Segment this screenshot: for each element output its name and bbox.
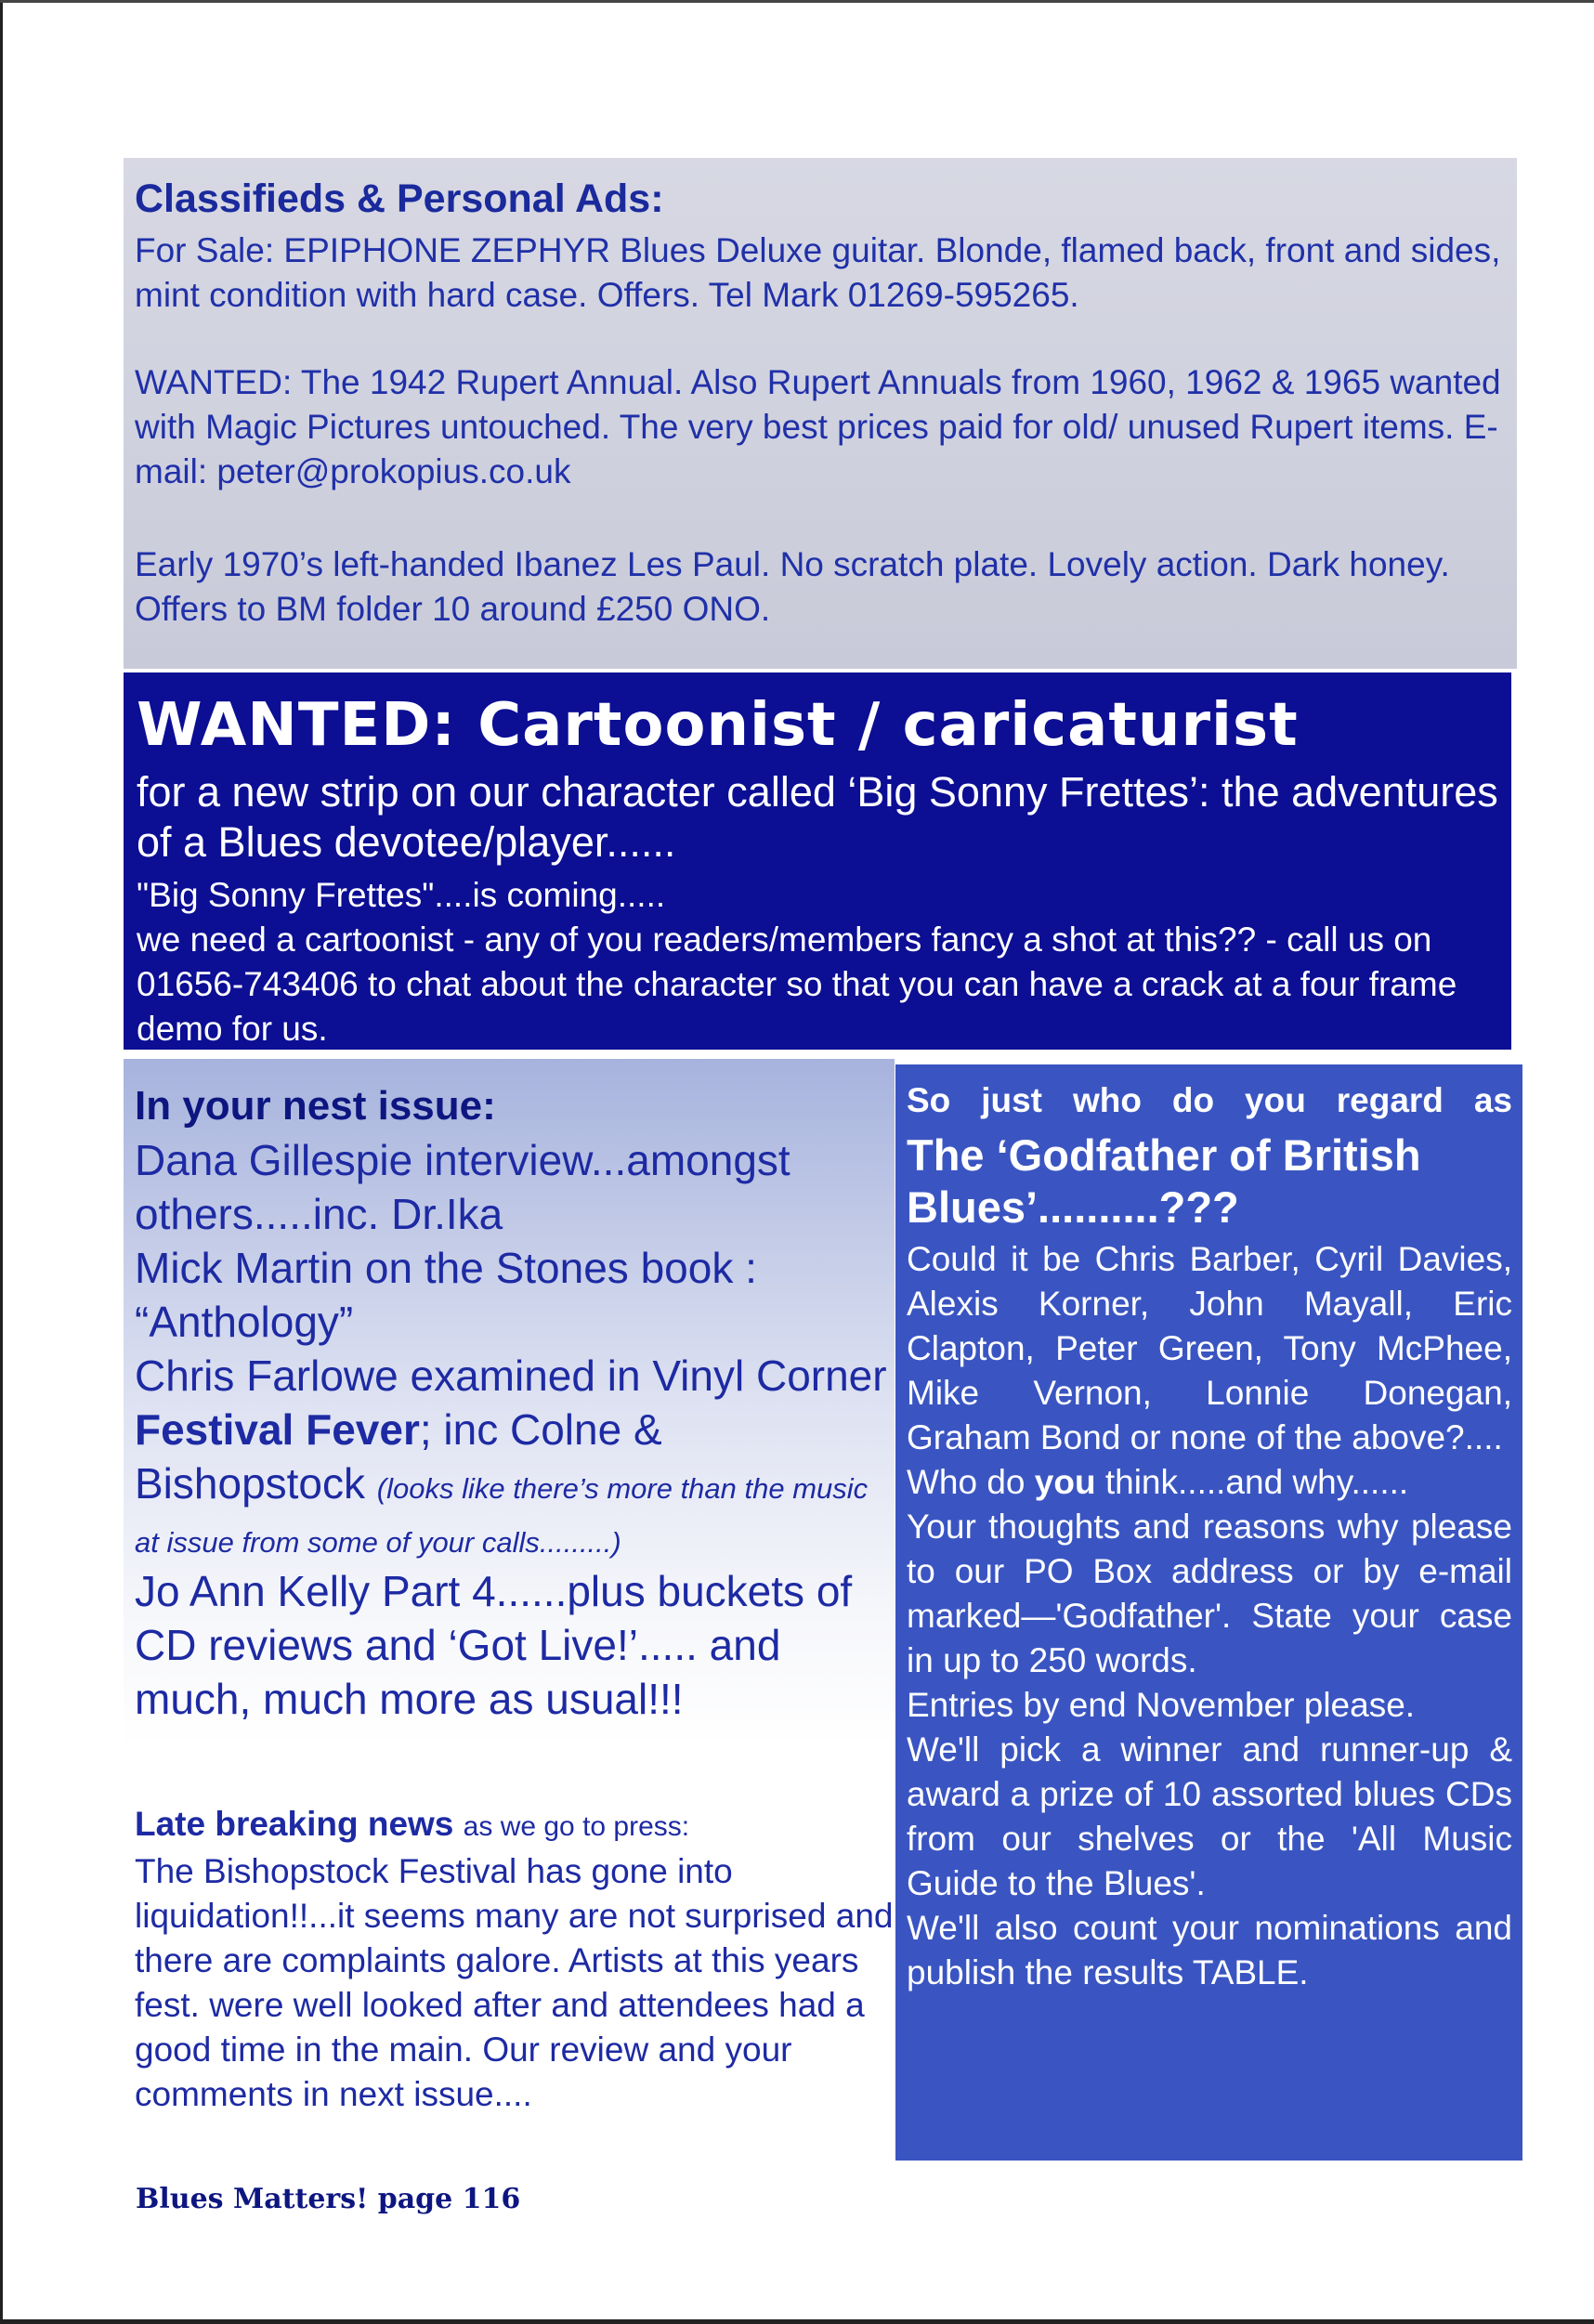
wanted-line-coming: "Big Sonny Frettes"....is coming.....: [137, 876, 666, 914]
godfather-who-bold: you: [1034, 1463, 1096, 1501]
late-news-body: The Bishopstock Festival has gone into liquidation!!...it seems many are not surprised and there are complaints galore. Artists at this years fest. were well looked after and attendees had a good time in the main. Our review and your comments in next issue....: [135, 1852, 894, 2113]
godfather-who-line: [907, 1460, 1512, 1505]
festival-fever-note: (looks like there’s more than the music at issue from some of your calls.........): [135, 1472, 869, 1559]
classifieds-section: [124, 158, 1517, 669]
godfather-headline: The ‘Godfather of British Blues’..........???: [907, 1130, 1421, 1232]
wanted-cartoonist-box: [124, 672, 1511, 1050]
next-issue-item-gillespie: Dana Gillespie interview...amongst others.....inc. Dr.Ika: [135, 1136, 790, 1238]
next-issue-item-stones: Mick Martin on the Stones book : “Anthology”: [135, 1244, 757, 1346]
wanted-line-call: we need a cartoonist - any of you readers/members fancy a shot at this?? - call us on 01656-743406 to chat about the character so that you can have a crack at a four frame demo for us.: [137, 920, 1457, 1048]
classifieds-title: Classifieds & Personal Ads:: [135, 176, 664, 221]
next-issue-item-kelly: Jo Ann Kelly Part 4......plus buckets of CD reviews and ‘Got Live!’..... and much, much more as usual!!!: [135, 1567, 853, 1723]
godfather-who-post: think.....and why......: [1104, 1463, 1409, 1501]
godfather-candidates: Could it be Chris Barber, Cyril Davies, Alexis Korner, John Mayall, Eric Clapton, Peter Green, Tony McPhee, Mike Vernon, Lonnie Donegan, Graham Bond or none of the above?....: [907, 1240, 1512, 1456]
next-issue-title: In your nest issue:: [135, 1083, 496, 1129]
next-issue-list: [135, 1133, 896, 1726]
wanted-body: [137, 873, 1511, 1051]
godfather-thoughts: Your thoughts and reasons why please to our PO Box address or by e-mail marked—'Godfather'. State your case in up to 250 words.: [907, 1508, 1512, 1679]
late-news-heading: Late breaking news: [135, 1805, 454, 1843]
scan-edge-top: [0, 0, 1594, 3]
godfather-body: [907, 1237, 1512, 1995]
festival-fever-label: Festival Fever: [135, 1405, 420, 1454]
next-issue-section: [124, 1059, 895, 2169]
next-issue-item-farlowe: Chris Farlowe examined in Vinyl Corner: [135, 1351, 887, 1400]
scan-edge-left: [0, 0, 3, 2324]
page-footer: Blues Matters! page 116: [136, 2183, 521, 2215]
godfather-box: [895, 1064, 1522, 2161]
godfather-results: We'll also count your nominations and publish the results TABLE.: [907, 1909, 1512, 1991]
godfather-prize: We'll pick a winner and runner-up & award a prize of 10 assorted blues CDs from our shelves or the 'All Music Guide to the Blues'.: [907, 1730, 1512, 1902]
late-news-heading-note: as we go to press:: [463, 1811, 690, 1842]
godfather-deadline: Entries by end November please.: [907, 1686, 1416, 1724]
late-news: [135, 1802, 896, 2117]
wanted-subtitle: for a new strip on our character called ‘Big Sonny Frettes’: the adventures of a Blues devotee/player......: [137, 768, 1498, 866]
wanted-title: WANTED: Cartoonist / caricaturist: [137, 691, 1299, 760]
godfather-question: So just who do you regard as: [907, 1081, 1512, 1119]
festival-fever-rest: ; inc Colne & Bishopstock: [135, 1405, 662, 1508]
classified-ad-epiphone: For Sale: EPIPHONE ZEPHYR Blues Deluxe guitar. Blonde, flamed back, front and sides, mint condition with hard case. Offers. Tel Mark 01269-595265.: [135, 231, 1501, 314]
scan-edge-bottom: [0, 2319, 1594, 2324]
godfather-who-pre: Who do: [907, 1463, 1026, 1501]
classified-ad-ibanez: Early 1970’s left-handed Ibanez Les Paul. No scratch plate. Lovely action. Dark honey. Offers to BM folder 10 around £250 ONO.: [135, 545, 1450, 628]
classified-ad-rupert: WANTED: The 1942 Rupert Annual. Also Rupert Annuals from 1960, 1962 & 1965 wanted with Magic Pictures untouched. The very best prices paid for old/ unused Rupert items. E-mail: peter@prokopius.co.uk: [135, 363, 1501, 490]
next-issue-item-festival: [135, 1403, 896, 1564]
